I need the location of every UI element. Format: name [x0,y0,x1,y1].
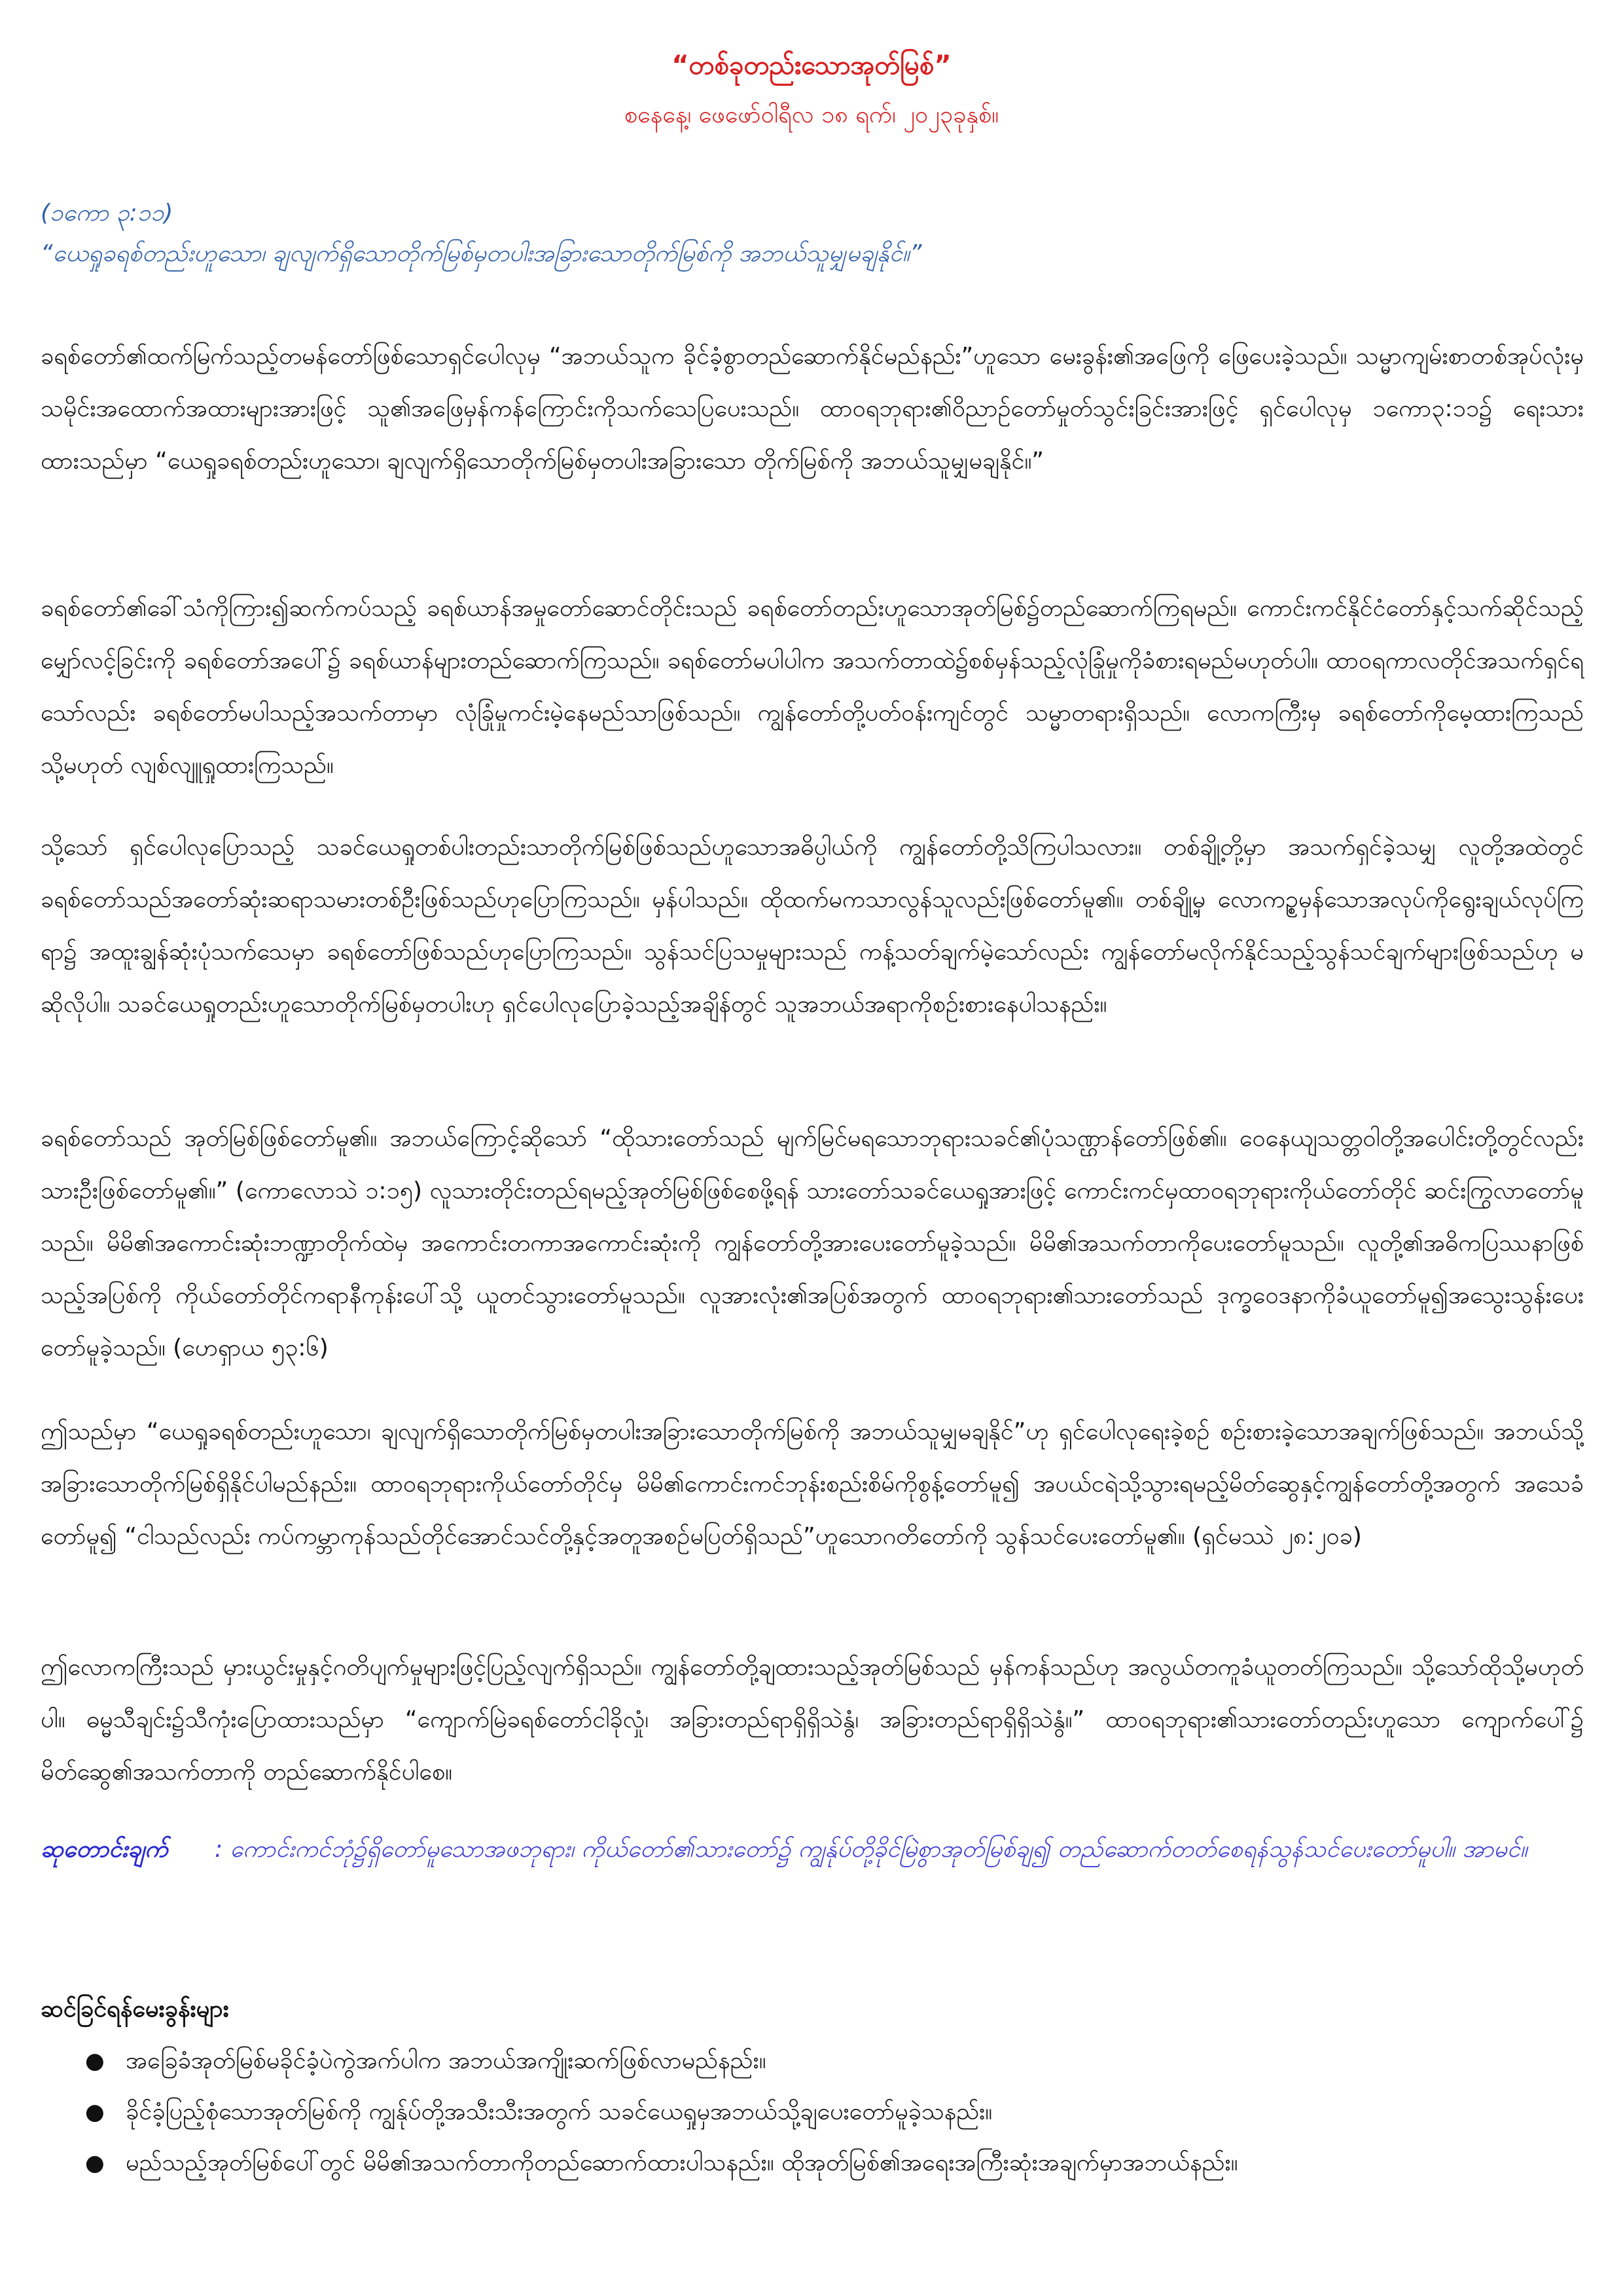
page-title: “တစ်ခုတည်းသောအုတ်မြစ်” [671,50,952,81]
question-text: ခိုင်ခံ့ပြည့်စုံသောအုတ်မြစ်ကို ကျွန်ုပ်တို့အသီးသီးအတွက် သခင်ယေရှုမှအဘယ်သို့ချပေးတော်မူခဲ့သနည်း။ [126,2098,993,2125]
paragraph-4: ခရစ်တော်သည် အုတ်မြစ်ဖြစ်တော်မူ၏။ အဘယ်ကြောင့်ဆိုသော် “ထိုသားတော်သည် မျက်မြင်မရသောဘုရားသခင်၏ပုံသဏ္ဌာန်တော်ဖြစ်၏။ ဝေနေယျသတ္တဝါတို့အပေါင်းတို့တွင်လည်း သားဦးဖြစ်တော်မူ၏။” (ကောလောသဲ ၁:၁၅) လူသားတိုင်းတည်ရမည့်အုတ်မြစ်ဖြစ်စေဖို့ရန် သားတော်သခင်ယေရှုအားဖြင့် ကောင်းကင်မှထာဝရဘုရားကိုယ်တော်တိုင် ဆင်းကြွလာတော်မူသည်။ မိမိ၏အကောင်းဆုံးဘဏ္ဍာတိုက်ထဲမှ အကောင်းတကာအကောင်းဆုံးကို ကျွန်တော်တို့အားပေးတော်မူခဲ့သည်။ မိမိ၏အသက်တာကိုပေးတော်မူသည်။ လူတို့၏အဓိကပြဿနာဖြစ်သည့်အပြစ်ကို ကိုယ်တော်တိုင်ကရာနီကုန်းပေါ်သို့ ယူတင်သွားတော်မူသည်။ လူအားလုံး၏အပြစ်အတွက် ထာဝရဘုရား၏သားတော်သည် ဒုက္ခဝေဒနာကိုခံယူတော်မူ၍အသွေးသွန်းပေးတော်မူခဲ့သည်။ (ဟေရှာယ ၅၃:၆) [41,1125,1584,1361]
questions-heading: ဆင်ခြင်ရန်မေးခွန်းများ [41,1996,229,2022]
question-text: အခြေခံအုတ်မြစ်မခိုင်ခံ့ပဲကွဲအက်ပါက အဘယ်အကျိုးဆက်ဖြစ်လာမည်နည်း။ [126,2047,766,2074]
paragraph-2: ခရစ်တော်၏ခေါ်သံကိုကြား၍ဆက်ကပ်သည့် ခရစ်ယာန်အမှုတော်ဆောင်တိုင်းသည် ခရစ်တော်တည်းဟူသောအုတ်မြစ်၌တည်ဆောက်ကြရမည်။ ကောင်းကင်နိုင်ငံတော်နှင့်သက်ဆိုင်သည့်မျှော်လင့်ခြင်းကို ခရစ်တော်အပေါ်၌ ခရစ်ယာန်များတည်ဆောက်ကြသည်။ ခရစ်တော်မပါပါက အသက်တာထဲ၌စစ်မှန်သည့်လုံခြုံမှုကိုခံစားရမည်မဟုတ်ပါ။ ထာဝရကာလတိုင်အသက်ရှင်ရသော်လည်း ခရစ်တော်မပါသည့်အသက်တာမှာ လုံခြုံမှုကင်းမဲ့နေမည်သာဖြစ်သည်။ ကျွန်တော်တို့ပတ်ဝန်းကျင်တွင် သမ္မာတရားရှိသည်။ လောကကြီးမှ ခရစ်တော်ကိုမေ့ထားကြသည် သို့မဟုတ် လျစ်လျူရှုထားကြသည်။ [41,595,1584,779]
question-text: မည်သည့်အုတ်မြစ်ပေါ်တွင် မိမိ၏အသက်တာကိုတည်ဆောက်ထားပါသနည်း။ ထိုအုတ်မြစ်၏အရေးအကြီးဆုံးအချက်မှာအဘယ်နည်း။ [126,2149,1238,2176]
prayer-block [41,1823,1584,1876]
verse-reference: (၁ကော ၃:၁၁) [41,200,173,226]
list-item [85,2138,1590,2189]
prayer-text: : ကောင်းကင်ဘုံ၌ရှိတော်မူသောအဖဘုရား၊ ကိုယ်တော်၏သားတော်၌ ကျွန်ုပ်တို့ခိုင်မြဲစွာအုတ်မြစ်ချ၍ တည်ဆောက်တတ်စေရန်သွန်သင်ပေးတော်မူပါ။ အာမင်။ [214,1836,1527,1863]
paragraph-6: ဤလောကကြီးသည် မှားယွင်းမှုနှင့်ဂတိပျက်မှုများဖြင့်ပြည့်လျက်ရှိသည်။ ကျွန်တော်တို့ချထားသည့်အုတ်မြစ်သည် မှန်ကန်သည်ဟု အလွယ်တကူခံယူတတ်ကြသည်။ သို့သော်ထိုသို့မဟုတ်ပါ။ ဓမ္မသီချင်း၌သီကုံးပြောထားသည်မှာ “ကျောက်မြဲခရစ်တော်ငါခိုလှုံ၊ အခြားတည်ရာရှိရှိသဲနွံ၊ အခြားတည်ရာရှိရှိသဲနွံ။” ထာဝရဘုရား၏သားတော်တည်းဟူသော ကျောက်ပေါ်၌ မိတ်ဆွေ၏အသက်တာကို တည်ဆောက်နိုင်ပါစေ။ [41,1654,1584,1785]
verse-text: “ယေရှုခရစ်တည်းဟူသော၊ ချလျက်ရှိသောတိုက်မြစ်မှတပါးအခြားသောတိုက်မြစ်ကို အဘယ်သူမျှမချနိုင်။” [41,240,922,267]
paragraph-5: ဤသည်မှာ “ယေရှုခရစ်တည်းဟူသော၊ ချလျက်ရှိသောတိုက်မြစ်မှတပါးအခြားသောတိုက်မြစ်ကို အဘယ်သူမျှမချနိုင်”ဟု ရှင်ပေါလုရေးခဲ့စဉ် စဉ်းစားခဲ့သောအချက်ဖြစ်သည်။ အဘယ်သို့အခြားသောတိုက်မြစ်ရှိနိုင်ပါမည်နည်း။ ထာဝရဘုရားကိုယ်တော်တိုင်မှ မိမိ၏ကောင်းကင်ဘုန်းစည်းစိမ်ကိုစွန့်တော်မူ၍ အပယ်ငရဲသို့သွားရမည့်မိတ်ဆွေနှင့်ကျွန်တော်တို့အတွက် အသေခံတော်မူ၍ “ငါသည်လည်း ကပ်ကမ္ဘာကုန်သည်တိုင်အောင်သင်တို့နှင့်အတူအစဉ်မပြတ်ရှိသည်”ဟူသောဂတိတော်ကို သွန်သင်ပေးတော်မူ၏။ (ရှင်မဿဲ ၂၈:၂၀ခ) [41,1418,1584,1550]
list-item [85,2087,1590,2138]
questions-list [85,2036,1590,2189]
paragraph-3: သို့သော် ရှင်ပေါလုပြောသည့် သခင်ယေရှုတစ်ပါးတည်းသာတိုက်မြစ်ဖြစ်သည်ဟူသောအဓိပ္ပါယ်ကို ကျွန်တော်တို့သိကြပါသလား။ တစ်ချို့တို့မှာ အသက်ရှင်ခဲ့သမျှ လူတို့အထဲတွင် ခရစ်တော်သည်အတော်ဆုံးဆရာသမားတစ်ဦးဖြစ်သည်ဟုပြောကြသည်။ မှန်ပါသည်။ ထိုထက်မကသာလွန်သူလည်းဖြစ်တော်မူ၏။ တစ်ချို့မှ လောကဥ္စမှန်သောအလုပ်ကိုရွေးချယ်လုပ်ကြရာ၌ အထူးချွန်ဆုံးပုံသက်သေမှာ ခရစ်တော်ဖြစ်သည်ဟုပြောကြသည်။ သွန်သင်ပြသမှုများသည် ကန့်သတ်ချက်မဲ့သော်လည်း ကျွန်တော်မလိုက်နိုင်သည့်သွန်သင်ချက်များဖြစ်သည်ဟု မဆိုလိုပါ။ သခင်ယေရှုတည်းဟူသောတိုက်မြစ်မှတပါးဟု ရှင်ပေါလုပြောခဲ့သည့်အချိန်တွင် သူအဘယ်အရာကိုစဉ်းစားနေပါသနည်း။ [41,834,1584,1018]
list-item [85,2036,1590,2087]
page-date: စနေနေ့၊ ဖေဖော်ဝါရီလ ၁၈ ရက်၊ ၂၀၂၃ခုနှစ်။ [624,101,999,128]
prayer-label: ဆုတောင်းချက် [41,1836,168,1863]
paragraph-1: ခရစ်တော်၏ထက်မြက်သည့်တမန်တော်ဖြစ်သောရှင်ပေါလုမှ “အဘယ်သူက ခိုင်ခံ့စွာတည်ဆောက်နိုင်မည်နည်း”ဟူသော မေးခွန်း၏အဖြေကို ဖြေပေးခဲ့သည်။ သမ္မာကျမ်းစာတစ်အုပ်လုံးမှ သမိုင်းအထောက်အထားများအားဖြင့် သူ၏အဖြေမှန်ကန်ကြောင်းကိုသက်သေပြပေးသည်။ ထာဝရဘုရား၏ဝိညာဉ်တော်မှုတ်သွင်းခြင်းအားဖြင့် ရှင်ပေါလုမှ ၁ကော၃:၁၁၌ ရေးသားထားသည်မှာ “ယေရှုခရစ်တည်းဟူသော၊ ချလျက်ရှိသောတိုက်မြစ်မှတပါးအခြားသော တိုက်မြစ်ကို အဘယ်သူမျှမချနိုင်။” [41,343,1584,475]
bullet-icon: ● [85,2099,105,2125]
bullet-icon: ● [85,2150,105,2176]
bullet-icon: ● [85,2048,105,2074]
